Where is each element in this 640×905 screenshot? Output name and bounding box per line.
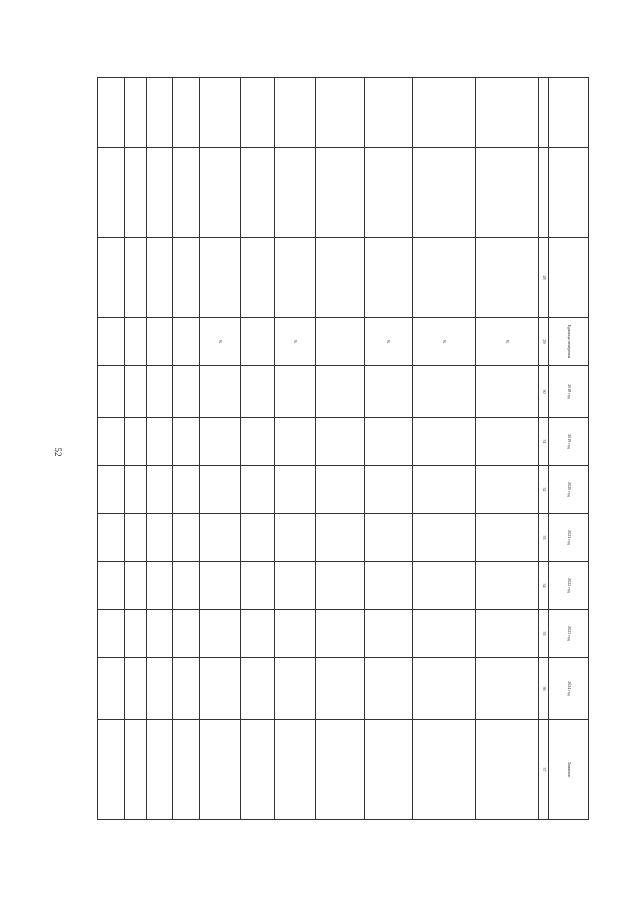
- cell-unit: [240, 318, 274, 366]
- cell-value: [173, 418, 200, 466]
- cell-value: [316, 658, 364, 720]
- rotated-table-sheet: [97, 77, 589, 819]
- cell-value: [476, 658, 539, 720]
- cell-value: [146, 658, 173, 720]
- cell-value: [199, 658, 240, 720]
- header-year: 2018 год: [549, 366, 589, 418]
- cell-value: [199, 720, 240, 820]
- cell-value: [173, 514, 200, 562]
- cell-value: [199, 466, 240, 514]
- cell-indicator-name: [124, 238, 146, 318]
- table-row: [413, 78, 476, 820]
- cell-unit: [316, 318, 364, 366]
- cell-value: [364, 610, 412, 658]
- cell-value: [240, 658, 274, 720]
- table-row: [364, 78, 412, 820]
- cell-indicator-name: [316, 238, 364, 318]
- cell-value: [240, 514, 274, 562]
- cell-codes: [364, 78, 412, 148]
- cell-value: [124, 366, 146, 418]
- column-number: 36: [539, 658, 549, 720]
- cell-value: [240, 418, 274, 466]
- column-number: 37: [539, 720, 549, 820]
- cell-indicator-name: [98, 238, 125, 318]
- cell-value: [413, 418, 476, 466]
- column-number: [539, 78, 549, 148]
- cell-value: [146, 466, 173, 514]
- header-goal: Значение: [549, 720, 589, 820]
- column-number: 28: [539, 238, 549, 318]
- table-row: [98, 78, 125, 820]
- table-row: [476, 78, 539, 820]
- cell-value: [274, 514, 315, 562]
- cell-codes: [413, 78, 476, 148]
- cell-indicator-name: [173, 238, 200, 318]
- cell-value: [274, 720, 315, 820]
- cell-codes: [240, 78, 274, 148]
- cell-admin-codes: [316, 148, 364, 238]
- cell-admin-codes: [124, 148, 146, 238]
- cell-value: [98, 418, 125, 466]
- cell-admin-codes: [364, 148, 412, 238]
- column-number: 30: [539, 366, 549, 418]
- table-row: [240, 78, 274, 820]
- cell-unit: [146, 318, 173, 366]
- cell-value: [199, 562, 240, 610]
- cell-value: [98, 658, 125, 720]
- cell-value: [476, 418, 539, 466]
- cell-value: [124, 466, 146, 514]
- cell-codes: [124, 78, 146, 148]
- cell-value: [316, 610, 364, 658]
- cell-unit: %: [476, 318, 539, 366]
- cell-value: [98, 720, 125, 820]
- header-year: 2020 год: [549, 466, 589, 514]
- table-row: [124, 78, 146, 820]
- cell-codes: [199, 78, 240, 148]
- cell-value: [146, 514, 173, 562]
- column-number: 33: [539, 514, 549, 562]
- cell-indicator-name: [199, 238, 240, 318]
- cell-value: [173, 466, 200, 514]
- header-indicator-name: [549, 238, 589, 318]
- cell-unit: [173, 318, 200, 366]
- table-row: [274, 78, 315, 820]
- cell-value: [240, 610, 274, 658]
- cell-admin-codes: [146, 148, 173, 238]
- cell-unit: %: [413, 318, 476, 366]
- cell-unit: %: [199, 318, 240, 366]
- cell-value: [364, 466, 412, 514]
- program-indicators-table: [97, 77, 589, 820]
- cell-value: [173, 366, 200, 418]
- cell-indicator-name: [240, 238, 274, 318]
- cell-value: [364, 658, 412, 720]
- cell-value: [124, 514, 146, 562]
- cell-value: [274, 562, 315, 610]
- header-unit: Единица измерения: [549, 318, 589, 366]
- cell-codes: [173, 78, 200, 148]
- cell-value: [364, 418, 412, 466]
- cell-value: [98, 366, 125, 418]
- cell-value: [124, 418, 146, 466]
- header-codes: [549, 78, 589, 148]
- cell-value: [124, 658, 146, 720]
- cell-value: [146, 720, 173, 820]
- cell-admin-codes: [476, 148, 539, 238]
- cell-value: [364, 366, 412, 418]
- cell-value: [274, 418, 315, 466]
- cell-value: [413, 514, 476, 562]
- header-year: 2024 год: [549, 658, 589, 720]
- column-number: 31: [539, 418, 549, 466]
- header-year: 2022 год: [549, 562, 589, 610]
- cell-value: [316, 418, 364, 466]
- header-admin-codes: [549, 148, 589, 238]
- cell-value: [364, 720, 412, 820]
- header-year: 2021 год: [549, 514, 589, 562]
- cell-value: [316, 720, 364, 820]
- cell-value: [476, 514, 539, 562]
- table-row: [173, 78, 200, 820]
- page-number: 52: [53, 447, 63, 457]
- cell-value: [98, 562, 125, 610]
- cell-value: [274, 610, 315, 658]
- table-row: [199, 78, 240, 820]
- cell-value: [146, 562, 173, 610]
- cell-value: [124, 720, 146, 820]
- cell-unit: %: [364, 318, 412, 366]
- cell-value: [316, 466, 364, 514]
- cell-admin-codes: [240, 148, 274, 238]
- cell-value: [476, 366, 539, 418]
- cell-value: [98, 466, 125, 514]
- cell-value: [413, 720, 476, 820]
- cell-indicator-name: [413, 238, 476, 318]
- cell-value: [476, 466, 539, 514]
- cell-value: [274, 466, 315, 514]
- cell-value: [173, 720, 200, 820]
- cell-admin-codes: [173, 148, 200, 238]
- cell-value: [199, 366, 240, 418]
- header-year: 2023 год: [549, 610, 589, 658]
- cell-value: [240, 466, 274, 514]
- cell-value: [173, 610, 200, 658]
- column-number: 34: [539, 562, 549, 610]
- cell-value: [364, 562, 412, 610]
- cell-value: [476, 720, 539, 820]
- cell-value: [316, 514, 364, 562]
- table-row: [316, 78, 364, 820]
- cell-codes: [274, 78, 315, 148]
- cell-indicator-name: [364, 238, 412, 318]
- cell-codes: [146, 78, 173, 148]
- cell-codes: [316, 78, 364, 148]
- cell-unit: [98, 318, 125, 366]
- cell-value: [274, 366, 315, 418]
- cell-value: [240, 366, 274, 418]
- cell-value: [476, 562, 539, 610]
- cell-value: [98, 514, 125, 562]
- cell-value: [146, 418, 173, 466]
- cell-indicator-name: [146, 238, 173, 318]
- cell-admin-codes: [274, 148, 315, 238]
- cell-codes: [98, 78, 125, 148]
- cell-value: [199, 418, 240, 466]
- cell-value: [146, 366, 173, 418]
- cell-admin-codes: [98, 148, 125, 238]
- cell-admin-codes: [413, 148, 476, 238]
- table-row: [146, 78, 173, 820]
- cell-indicator-name: [274, 238, 315, 318]
- cell-value: [199, 514, 240, 562]
- cell-value: [364, 514, 412, 562]
- cell-value: [173, 562, 200, 610]
- cell-value: [98, 610, 125, 658]
- cell-value: [240, 720, 274, 820]
- cell-value: [146, 610, 173, 658]
- cell-value: [413, 658, 476, 720]
- cell-unit: %: [274, 318, 315, 366]
- cell-value: [274, 658, 315, 720]
- cell-unit: [124, 318, 146, 366]
- cell-value: [413, 562, 476, 610]
- cell-value: [240, 562, 274, 610]
- cell-value: [316, 366, 364, 418]
- header-year: 2019 год: [549, 418, 589, 466]
- cell-value: [413, 610, 476, 658]
- cell-value: [124, 562, 146, 610]
- cell-value: [199, 610, 240, 658]
- cell-value: [413, 466, 476, 514]
- cell-indicator-name: [476, 238, 539, 318]
- column-number: 29: [539, 318, 549, 366]
- column-number: [539, 148, 549, 238]
- cell-value: [316, 562, 364, 610]
- cell-value: [476, 610, 539, 658]
- cell-value: [173, 658, 200, 720]
- column-number: 35: [539, 610, 549, 658]
- cell-value: [124, 610, 146, 658]
- cell-value: [413, 366, 476, 418]
- cell-codes: [476, 78, 539, 148]
- column-number: 32: [539, 466, 549, 514]
- cell-admin-codes: [199, 148, 240, 238]
